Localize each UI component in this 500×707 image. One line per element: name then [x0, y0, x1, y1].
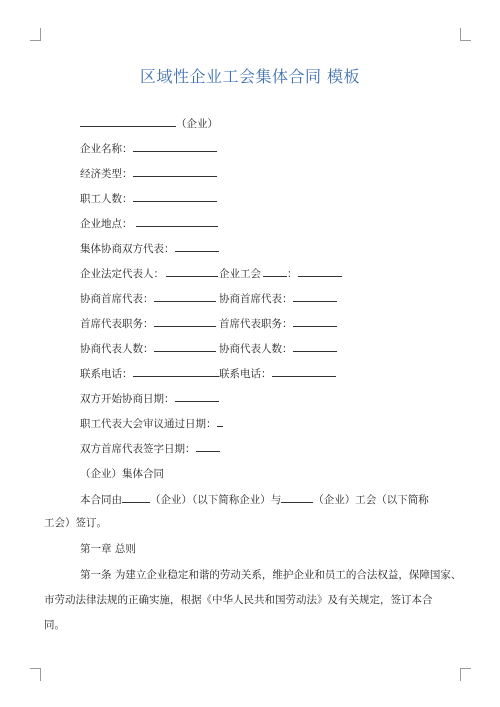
- label-sign-date: 双方首席代表签字日期：: [80, 443, 196, 455]
- crop-mark-bottom-left: [30, 668, 41, 681]
- field-economic-type: [80, 166, 217, 181]
- label-phone-2: 联系电话：: [219, 368, 272, 380]
- chapter-1-heading: 第一章 总则: [80, 543, 136, 555]
- blank-chief-rep-1[interactable]: [154, 291, 216, 302]
- blank-phone-2[interactable]: [272, 366, 336, 377]
- field-start-date: [80, 391, 219, 406]
- field-rep-count-1: [80, 341, 216, 356]
- contract-title: （企业）集体合同: [80, 468, 164, 480]
- blank-staff-count[interactable]: [133, 191, 217, 202]
- label-staff-count: 职工人数：: [80, 193, 133, 205]
- intro-text-b: （企业）（以下简称企业）与: [150, 494, 282, 506]
- blank-phone-1[interactable]: [133, 366, 219, 377]
- label-start-date: 双方开始协商日期：: [80, 393, 175, 405]
- blank-location[interactable]: [136, 216, 218, 227]
- label-chief-post-1: 首席代表职务：: [80, 318, 154, 330]
- field-chief-rep-2: [219, 291, 337, 306]
- field-enterprise-name: [80, 141, 217, 156]
- blank-chief-post-1[interactable]: [154, 316, 216, 327]
- field-union: [219, 266, 342, 281]
- enterprise-suffix: （企业）: [176, 118, 218, 130]
- blank-chief-post-2[interactable]: [293, 316, 337, 327]
- label-chief-rep-2: 协商首席代表：: [219, 293, 293, 305]
- blank-chief-rep-2[interactable]: [293, 291, 337, 302]
- blank-rep-count-1[interactable]: [154, 341, 216, 352]
- blank-intro-2[interactable]: [281, 492, 313, 503]
- label-location: 企业地点：: [80, 218, 133, 230]
- field-chief-rep-1: [80, 291, 216, 306]
- document-title: 区域性企业工会集体合同 模板: [139, 67, 361, 86]
- crop-mark-top-right: [460, 28, 471, 41]
- field-chief-post-1: [80, 316, 216, 331]
- field-sign-date: [80, 441, 220, 456]
- label-chief-rep-1: 协商首席代表：: [80, 293, 154, 305]
- label-union: 企业工会: [219, 268, 261, 280]
- enterprise-header-line: [80, 116, 218, 131]
- blank-rep-count-2[interactable]: [293, 341, 337, 352]
- blank-enterprise[interactable]: [80, 116, 176, 127]
- label-phone-1: 联系电话：: [80, 368, 133, 380]
- blank-intro-1[interactable]: [122, 492, 150, 503]
- field-approve-date: [80, 416, 223, 431]
- blank-representatives[interactable]: [175, 241, 219, 252]
- label-enterprise-name: 企业名称：: [80, 143, 133, 155]
- label-union-colon: ：: [287, 268, 298, 280]
- field-rep-count-2: [219, 341, 337, 356]
- field-legal-rep: [80, 266, 218, 281]
- blank-start-date[interactable]: [175, 391, 219, 402]
- blank-approve-date[interactable]: [217, 416, 223, 427]
- blank-legal-rep[interactable]: [166, 266, 218, 277]
- crop-mark-top-left: [30, 28, 41, 41]
- label-rep-count-2: 协商代表人数：: [219, 343, 293, 355]
- label-rep-count-1: 协商代表人数：: [80, 343, 154, 355]
- label-economic-type: 经济类型：: [80, 168, 133, 180]
- label-approve-date: 职工代表大会审议通过日期：: [80, 418, 217, 430]
- intro-line-1: [80, 492, 429, 507]
- field-representatives: [80, 241, 219, 256]
- article-1-line-2: 市劳动法律法规的正确实施，根据《中华人民共和国劳动法》及有关规定，签订本合: [44, 594, 433, 606]
- label-representatives: 集体协商双方代表：: [80, 243, 175, 255]
- intro-line-2: 工会）签订。: [44, 517, 107, 529]
- field-phone-1: [80, 366, 219, 381]
- label-chief-post-2: 首席代表职务：: [219, 318, 293, 330]
- blank-economic-type[interactable]: [133, 166, 217, 177]
- intro-text-a: 本合同由: [80, 494, 122, 506]
- intro-text-c: （企业）工会（以下简称: [313, 494, 429, 506]
- blank-sign-date[interactable]: [196, 441, 220, 452]
- field-phone-2: [219, 366, 336, 381]
- article-1-line-1: 第一条 为建立企业稳定和谐的劳动关系，维护企业和员工的合法权益，保障国家、: [80, 569, 462, 581]
- field-chief-post-2: [219, 316, 337, 331]
- blank-union-value[interactable]: [298, 266, 342, 277]
- label-legal-rep: 企业法定代表人：: [80, 268, 164, 280]
- article-1-line-3: 同。: [44, 619, 65, 631]
- field-staff-count: [80, 191, 217, 206]
- blank-union[interactable]: [263, 266, 287, 277]
- crop-mark-bottom-right: [460, 668, 471, 681]
- blank-enterprise-name[interactable]: [133, 141, 217, 152]
- field-location: [80, 216, 218, 231]
